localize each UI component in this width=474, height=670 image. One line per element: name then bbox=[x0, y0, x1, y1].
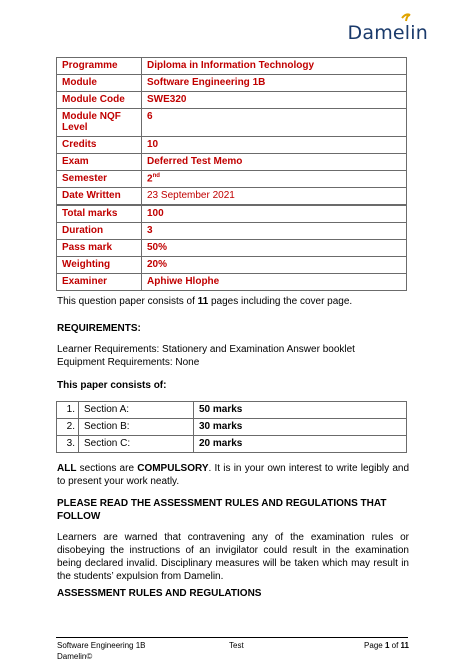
equipment-requirements: Equipment Requirements: None bbox=[57, 357, 200, 368]
row-value: Diploma in Information Technology bbox=[142, 58, 407, 75]
table-row bbox=[57, 92, 407, 109]
row-label: Weighting bbox=[57, 257, 142, 274]
table-row bbox=[57, 274, 407, 291]
row-value: Software Engineering 1B bbox=[142, 75, 407, 92]
footer-page: Page 1 of 11 bbox=[364, 641, 409, 650]
pages-line: This question paper consists of 11 pages including the cover page. bbox=[57, 296, 353, 307]
compulsory-text: ALL sections are COMPULSORY. It is in your own interest to write legibly and to present your work neatly. bbox=[57, 463, 409, 487]
row-label: Total marks bbox=[57, 206, 142, 223]
row-label: Exam bbox=[57, 154, 142, 171]
row-value: SWE320 bbox=[142, 92, 407, 109]
row-label: Credits bbox=[57, 137, 142, 154]
rules-heading-2: ASSESSMENT RULES AND REGULATIONS bbox=[57, 588, 262, 599]
table-row bbox=[57, 436, 407, 453]
section-num: 2. bbox=[57, 419, 79, 436]
section-name: Section A: bbox=[79, 402, 194, 419]
row-value: 20% bbox=[142, 257, 407, 274]
row-value: 3 bbox=[142, 223, 407, 240]
learner-requirements: Learner Requirements: Stationery and Examination Answer booklet bbox=[57, 344, 355, 355]
row-label: Pass mark bbox=[57, 240, 142, 257]
row-label: Module Code bbox=[57, 92, 142, 109]
section-name: Section B: bbox=[79, 419, 194, 436]
table-row bbox=[57, 240, 407, 257]
table-row bbox=[57, 75, 407, 92]
table-row bbox=[57, 257, 407, 274]
table-row bbox=[57, 223, 407, 240]
row-label: Programme bbox=[57, 58, 142, 75]
footer-module: Software Engineering 1B bbox=[57, 641, 146, 650]
table-row bbox=[57, 137, 407, 154]
row-label: Date Written bbox=[57, 188, 142, 205]
section-name: Section C: bbox=[79, 436, 194, 453]
module-info-table bbox=[56, 57, 407, 205]
footer-copyright: Damelin© bbox=[57, 652, 93, 661]
row-value: 50% bbox=[142, 240, 407, 257]
row-value: 6 bbox=[142, 109, 407, 137]
row-value: Deferred Test Memo bbox=[142, 154, 407, 171]
sections-table bbox=[56, 401, 407, 453]
section-num: 3. bbox=[57, 436, 79, 453]
consists-heading: This paper consists of: bbox=[57, 380, 167, 391]
row-label: Examiner bbox=[57, 274, 142, 291]
table-row bbox=[57, 188, 407, 205]
requirements-heading: REQUIREMENTS: bbox=[57, 323, 141, 334]
footer-divider bbox=[56, 637, 408, 638]
table-row bbox=[57, 419, 407, 436]
row-value: Aphiwe Hlophe bbox=[142, 274, 407, 291]
row-value: 2nd bbox=[142, 171, 407, 188]
table-row bbox=[57, 58, 407, 75]
warning-text: Learners are warned that contravening any of the examination rules or disobeying the instructions of an invigilator could result in the examination being declared invalid. Disciplinary measures will be taken which may result in the students’ expulsion from Damelin. bbox=[57, 532, 409, 582]
row-label: Module NQF Level bbox=[57, 109, 142, 137]
section-num: 1. bbox=[57, 402, 79, 419]
row-value: 23 September 2021 bbox=[142, 188, 407, 205]
row-label: Module bbox=[57, 75, 142, 92]
table-row bbox=[57, 171, 407, 188]
damelin-logo bbox=[348, 22, 428, 44]
row-label: Duration bbox=[57, 223, 142, 240]
footer-type: Test bbox=[229, 641, 244, 650]
section-marks: 50 marks bbox=[194, 402, 407, 419]
row-value: 100 bbox=[142, 206, 407, 223]
logo-text: Damelin bbox=[347, 22, 428, 44]
row-label: Semester bbox=[57, 171, 142, 188]
section-marks: 30 marks bbox=[194, 419, 407, 436]
table-row bbox=[57, 402, 407, 419]
rules-heading: PLEASE READ THE ASSESSMENT RULES AND REGULATIONS THAT FOLLOW bbox=[57, 498, 387, 522]
table-row bbox=[57, 154, 407, 171]
marks-info-table bbox=[56, 205, 407, 291]
table-row bbox=[57, 206, 407, 223]
section-marks: 20 marks bbox=[194, 436, 407, 453]
table-row bbox=[57, 109, 407, 137]
row-value: 10 bbox=[142, 137, 407, 154]
logo-swoosh-icon bbox=[400, 13, 412, 25]
